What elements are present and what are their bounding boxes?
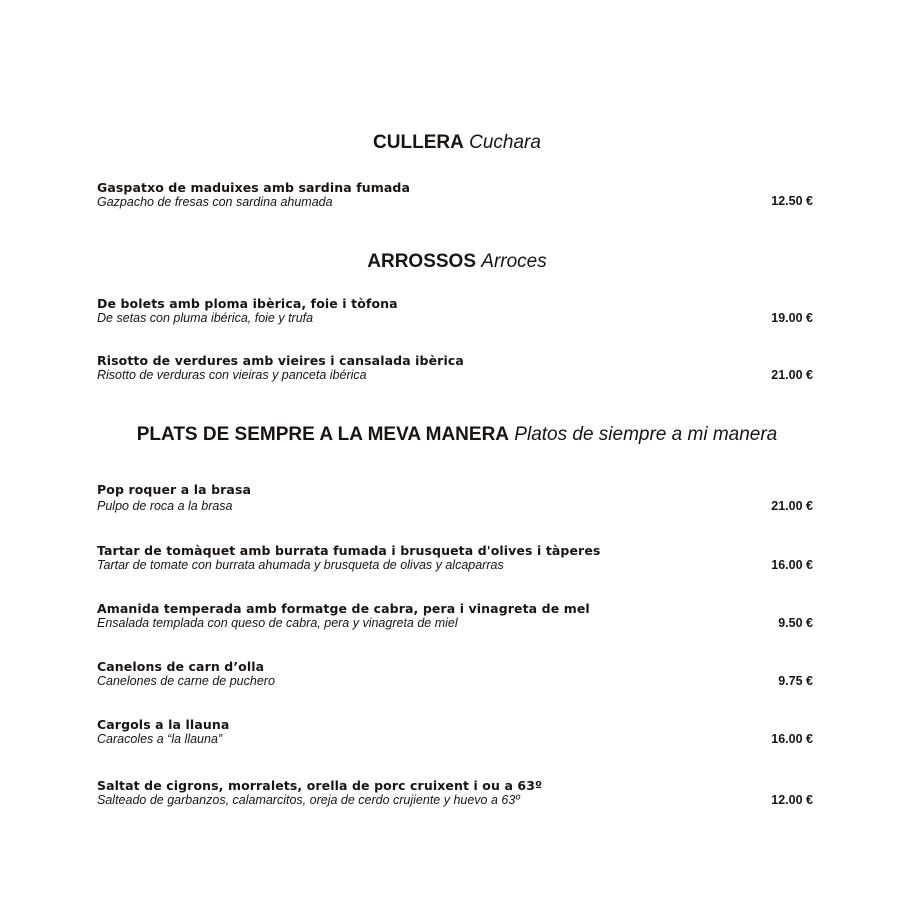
item-name: Gaspatxo de maduixes amb sardina fumada	[97, 180, 410, 195]
item-description: Pulpo de roca a la brasa	[97, 499, 233, 513]
menu-item	[97, 779, 813, 807]
item-price: 16.00 €	[771, 732, 813, 746]
menu-item	[97, 602, 813, 630]
item-name: De bolets amb ploma ibèrica, foie i tòfona	[97, 296, 398, 311]
item-price: 21.00 €	[771, 499, 813, 513]
item-description: De setas con pluma ibérica, foie y trufa	[97, 311, 314, 325]
item-name: Pop roquer a la brasa	[97, 482, 252, 497]
section-title-plats-de-sempre	[0, 423, 900, 447]
item-description: Caracoles a “la llauna”	[97, 732, 223, 746]
item-name: Risotto de verdures amb vieires i cansalada ibèrica	[97, 353, 464, 368]
item-price: 12.50 €	[771, 194, 813, 208]
section-title-cullera	[0, 131, 900, 155]
section-category: PLATS DE SEMPRE A LA MEVA MANERA	[136, 424, 510, 445]
item-name: Saltat de cigrons, morralets, orella de porc cruixent i ou a 63º	[97, 778, 543, 793]
item-description: Salteado de garbanzos, calamarcitos, oreja de cerdo crujiente y huevo a 63º	[97, 793, 520, 807]
item-name: Canelons de carn d’olla	[97, 659, 265, 674]
menu-item	[97, 718, 813, 746]
item-price: 19.00 €	[771, 311, 813, 325]
item-price: 21.00 €	[771, 368, 813, 382]
menu-item	[97, 483, 813, 513]
section-category: CULLERA	[373, 132, 464, 153]
item-price: 12.00 €	[771, 793, 813, 807]
item-description: Gazpacho de fresas con sardina ahumada	[97, 195, 333, 209]
section-category: ARROSSOS	[367, 251, 476, 272]
item-name: Amanida temperada amb formatge de cabra, pera i vinagreta de mel	[97, 601, 590, 616]
item-name: Cargols a la llauna	[97, 717, 230, 732]
menu-item	[97, 297, 813, 325]
section-subtitle: Platos de siempre a mi manera	[514, 424, 778, 445]
section-subtitle: Arroces	[481, 251, 547, 272]
section-subtitle: Cuchara	[469, 132, 541, 153]
menu-item	[97, 544, 813, 572]
menu-item	[97, 181, 813, 209]
item-price: 16.00 €	[771, 558, 813, 572]
menu-item	[97, 354, 813, 382]
item-description: Ensalada templada con queso de cabra, pera y vinagreta de miel	[97, 616, 458, 630]
item-description: Canelones de carne de puchero	[97, 674, 275, 688]
item-description: Tartar de tomate con burrata ahumada y brusqueta de olivas y alcaparras	[97, 558, 504, 572]
item-price: 9.50 €	[778, 616, 813, 630]
menu-item	[97, 660, 813, 688]
item-description: Risotto de verduras con vieiras y panceta ibérica	[97, 368, 367, 382]
item-price: 9.75 €	[778, 674, 813, 688]
item-name: Tartar de tomàquet amb burrata fumada i brusqueta d'olives i tàperes	[97, 543, 601, 558]
section-title-arrossos	[0, 250, 900, 274]
